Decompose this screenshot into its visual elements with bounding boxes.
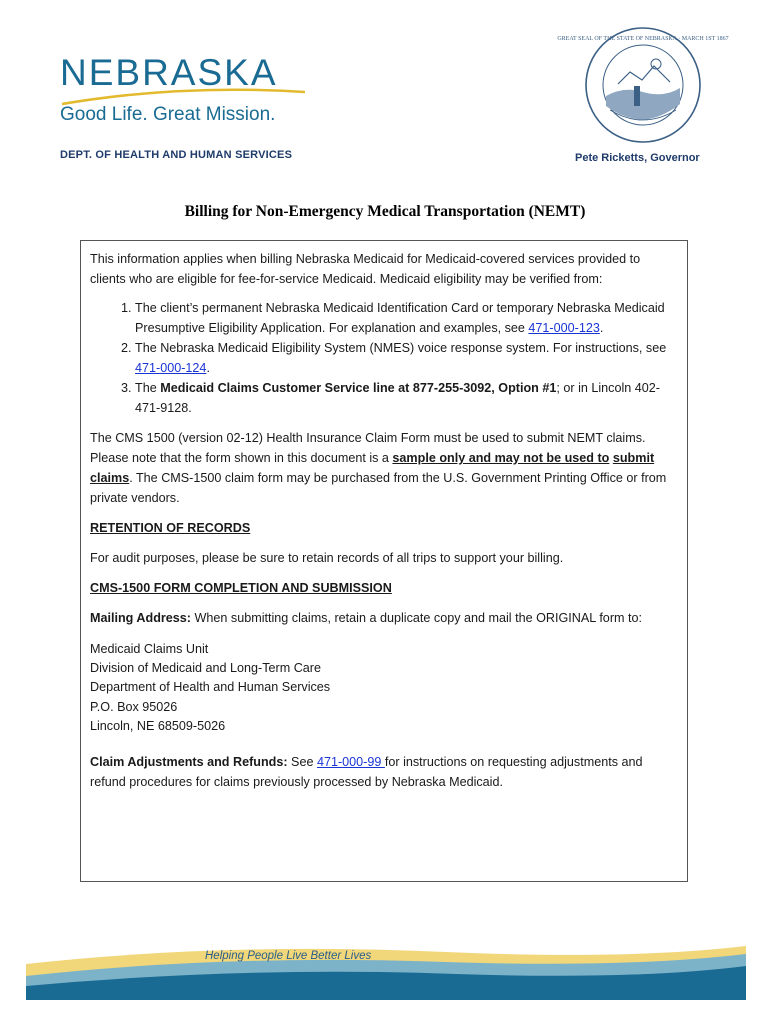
address-line: Lincoln, NE 68509-5026 — [90, 718, 226, 733]
mailing-paragraph — [90, 608, 678, 628]
adjustments-see-text: See — [287, 755, 317, 770]
footer-wave-band — [26, 936, 746, 1000]
footer-slogan: Helping People Live Better Lives — [205, 950, 372, 962]
list-item-text-end: . — [206, 361, 210, 375]
nebraska-dhhs-logo — [60, 54, 320, 164]
link-471-000-124[interactable]: 471-000-124 — [135, 361, 207, 375]
list-item-text-end: . — [599, 321, 604, 335]
submit-claims-notice: submit claims — [90, 451, 655, 485]
list-item-text: The client’s permanent Nebraska Medicaid Identification Card or temporary Nebraska Medicaid Presumptive Eligibility Application. For explanation and examples, see — [135, 301, 665, 335]
form-paragraph-text: The CMS 1500 (version 02-12) Health Insurance Claim Form must be used to submit NEMT claims. Please note that the form shown in this document is a — [90, 431, 646, 465]
submission-heading: CMS-1500 FORM COMPLETION AND SUBMISSION — [90, 581, 392, 595]
document-title: Billing for Non-Emergency Medical Transportation (NEMT) — [184, 203, 586, 220]
eligibility-list — [90, 298, 678, 418]
retention-paragraph: For audit purposes, please be sure to retain records of all trips to support your billing. — [90, 551, 564, 565]
mailing-address-block — [90, 640, 678, 736]
list-item — [135, 378, 678, 418]
logo-tagline: Good Life. Great Mission. — [60, 104, 276, 125]
sample-only-notice: sample only and may not be used to — [392, 451, 610, 465]
intro-paragraph: This information applies when billing Nebraska Medicaid for Medicaid-covered services provided to clients who are eligible for fee-for-service Medicaid. Medicaid eligibility may be verified from: — [90, 252, 641, 286]
seal-text: GREAT SEAL OF THE STATE OF NEBRASKA · MARCH 1ST 1867 — [557, 36, 729, 42]
list-item-text-end: ; or in Lincoln 402-471-9128. — [135, 381, 660, 415]
list-item-text: The Nebraska Medicaid Eligibility System (NMES) voice response system. For instructions, see — [135, 341, 667, 355]
list-item — [135, 338, 678, 378]
address-line: Department of Health and Human Services — [90, 680, 331, 695]
link-471-000-99[interactable]: 471-000-99 — [316, 755, 385, 770]
address-line: Division of Medicaid and Long-Term Care — [90, 661, 321, 676]
mailing-address-label: Mailing Address: — [90, 611, 191, 625]
retention-heading: RETENTION OF RECORDS — [90, 521, 251, 535]
link-471-000-123[interactable]: 471-000-123 — [528, 321, 600, 335]
department-name: DEPT. OF HEALTH AND HUMAN SERVICES — [60, 149, 293, 161]
claim-adjustments-label: Claim Adjustments and Refunds: — [90, 755, 288, 770]
claim-adjustments-text: for instructions on requesting adjustments and refund procedures for claims previously processed by Nebraska Medicaid. — [90, 755, 643, 790]
claim-adjustments-paragraph — [90, 752, 678, 792]
form-paragraph-text-end: . The CMS-1500 claim form may be purchased from the U.S. Government Printing Office or from private vendors. — [90, 471, 667, 505]
form-paragraph — [90, 428, 678, 508]
list-item-text: The — [135, 381, 161, 395]
logo-wordmark: NEBRASKA — [60, 52, 278, 93]
address-line: P.O. Box 95026 — [90, 699, 178, 714]
customer-service-line: Medicaid Claims Customer Service line at 877-255-3092, Option #1 — [160, 381, 557, 395]
list-item — [135, 298, 678, 338]
governor-name: Pete Ricketts, Governor — [575, 152, 700, 164]
address-line: Medicaid Claims Unit — [90, 642, 209, 656]
content-box — [80, 240, 688, 882]
mailing-address-text: When submitting claims, retain a duplicate copy and mail the ORIGINAL form to: — [191, 611, 643, 625]
state-seal-icon — [557, 26, 729, 144]
